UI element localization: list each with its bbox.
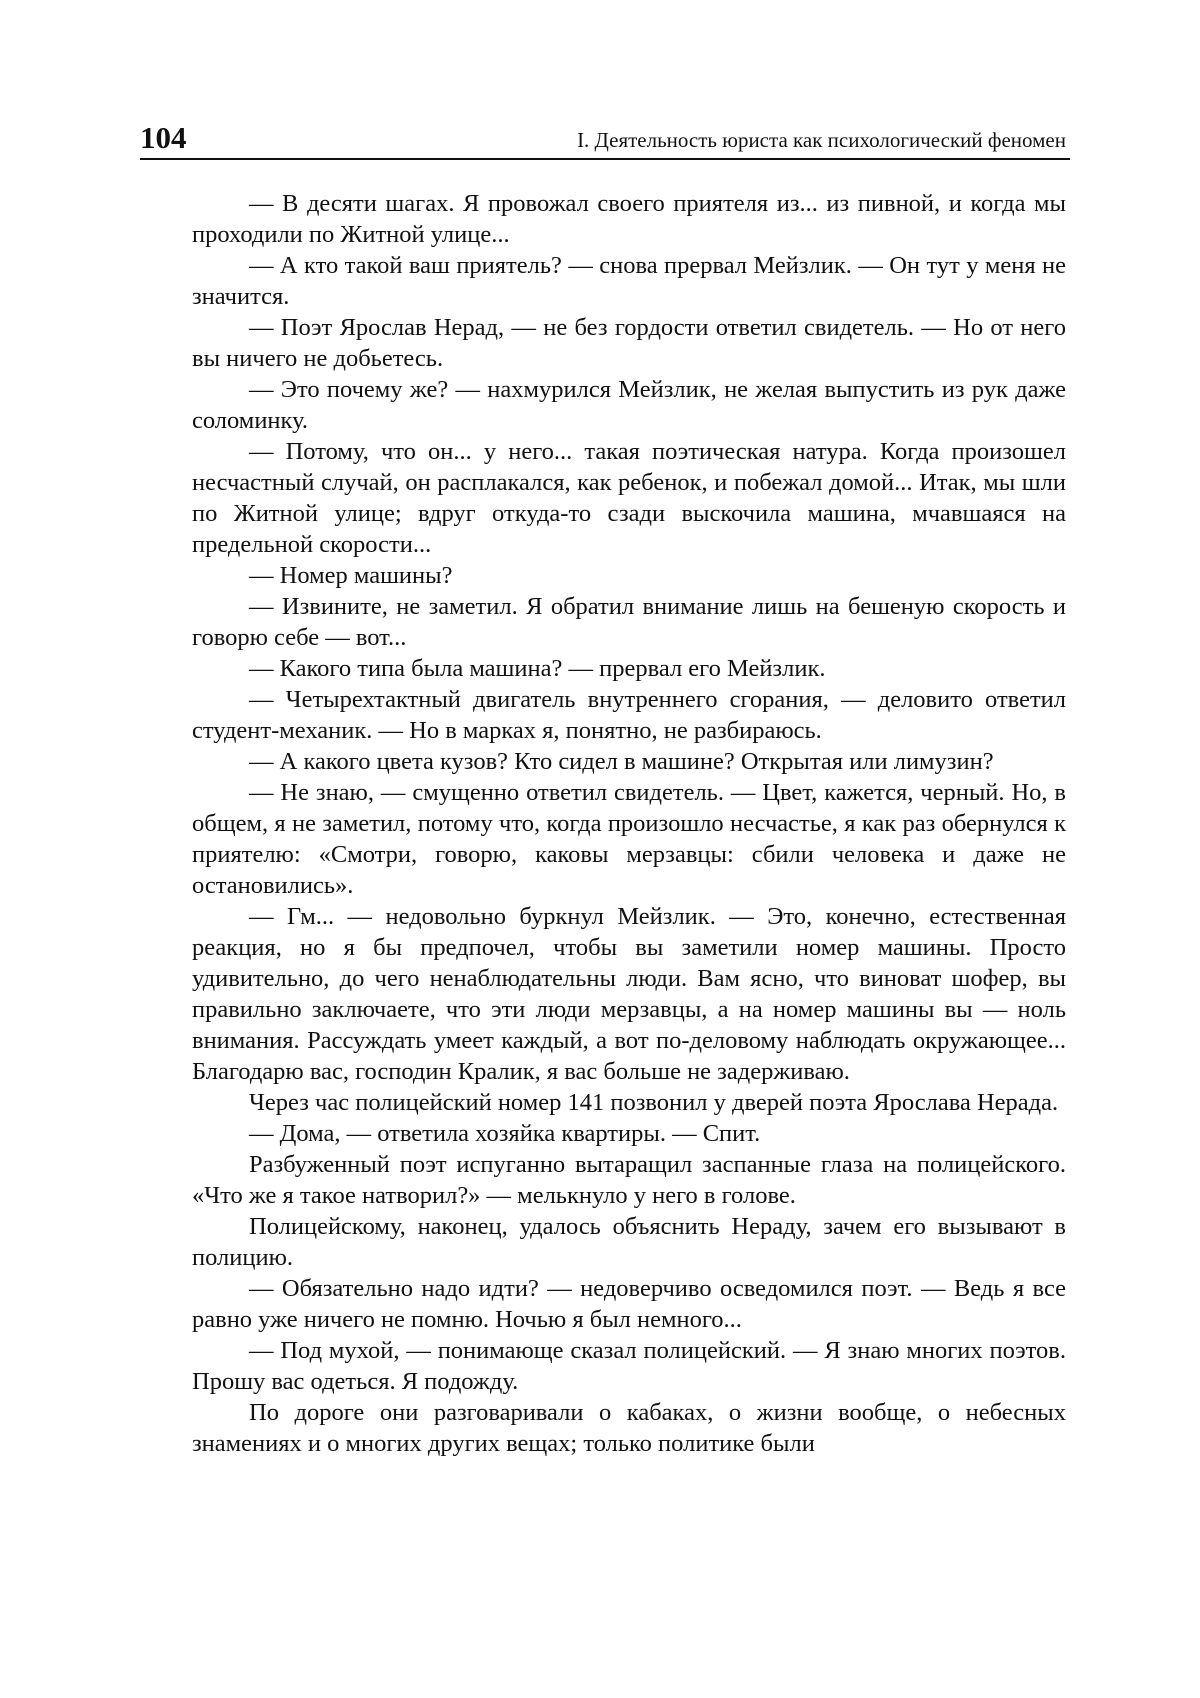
page-number: 104	[140, 122, 187, 154]
paragraph: — Поэт Ярослав Нерад, — не без гордости ответил свидетель. — Но от него вы ничего не добьетесь.	[192, 312, 1066, 374]
paragraph: — Какого типа была машина? — прервал его Мейзлик.	[192, 653, 1066, 684]
paragraph: — Четырехтактный двигатель внутреннего сгорания, — деловито ответил студент-механик. — Но в марках я, понятно, не разбираюсь.	[192, 684, 1066, 746]
paragraph: — Потому, что он... у него... такая поэтическая натура. Когда произошел несчастный случай, он расплакался, как ребенок, и побежал домой... Итак, мы шли по Житной улице; вдруг откуда-то сзади выскочила машина, мчавшаяся на предельной скорости...	[192, 436, 1066, 560]
paragraph: По дороге они разговаривали о кабаках, о жизни вообще, о небесных знамениях и о многих других вещах; только политике были	[192, 1397, 1066, 1459]
paragraph: — Номер машины?	[192, 560, 1066, 591]
running-title: I. Деятельность юриста как психологический феномен	[577, 128, 1066, 152]
paragraph: — В десяти шагах. Я провожал своего приятеля из... из пивной, и когда мы проходили по Житной улице...	[192, 188, 1066, 250]
paragraph: — Гм... — недовольно буркнул Мейзлик. — Это, конечно, естественная реакция, но я бы предпочел, чтобы вы заметили номер машины. Просто удивительно, до чего ненаблюдательны люди. Вам ясно, что виноват шофер, вы правильно заключаете, что эти люди мерзавцы, а на номер машины вы — ноль внимания. Рассуждать умеет каждый, а вот по-деловому наблюдать окружающее... Благодарю вас, господин Кралик, я вас больше не задерживаю.	[192, 901, 1066, 1087]
paragraph: — Обязательно надо идти? — недоверчиво осведомился поэт. — Ведь я все равно уже ничего не помню. Ночью я был немного...	[192, 1273, 1066, 1335]
page-header	[140, 118, 1070, 160]
paragraph: — Не знаю, — смущенно ответил свидетель. — Цвет, кажется, черный. Но, в общем, я не заметил, потому что, когда произошло несчастье, я как раз обернулся к приятелю: «Смотри, говорю, каковы мерзавцы: сбили человека и даже не остановились».	[192, 777, 1066, 901]
paragraph: — Извините, не заметил. Я обратил внимание лишь на бешеную скорость и говорю себе — вот...	[192, 591, 1066, 653]
paragraph: Полицейскому, наконец, удалось объяснить Нераду, зачем его вызывают в полицию.	[192, 1211, 1066, 1273]
paragraph: — Это почему же? — нахмурился Мейзлик, не желая выпустить из рук даже соломинку.	[192, 374, 1066, 436]
paragraph: — А какого цвета кузов? Кто сидел в машине? Открытая или лимузин?	[192, 746, 1066, 777]
text-body	[192, 188, 1066, 1459]
paragraph: — Под мухой, — понимающе сказал полицейский. — Я знаю многих поэтов. Прошу вас одеться. Я подожду.	[192, 1335, 1066, 1397]
paragraph: — А кто такой ваш приятель? — снова прервал Мейзлик. — Он тут у меня не значится.	[192, 250, 1066, 312]
paragraph: Через час полицейский номер 141 позвонил у дверей поэта Ярослава Нерада.	[192, 1087, 1066, 1118]
paragraph: — Дома, — ответила хозяйка квартиры. — Спит.	[192, 1118, 1066, 1149]
paragraph: Разбуженный поэт испуганно вытаращил заспанные глаза на полицейского. «Что же я такое натворил?» — мелькнуло у него в голове.	[192, 1149, 1066, 1211]
